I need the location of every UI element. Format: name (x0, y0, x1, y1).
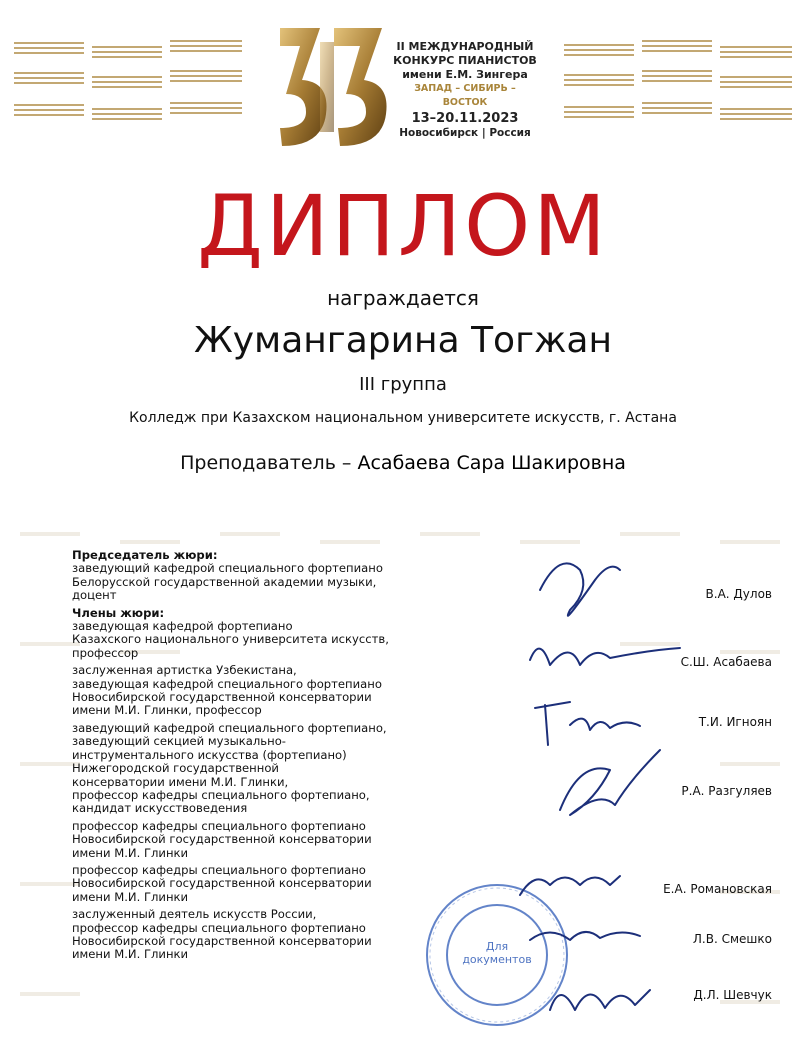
jury-text-line: Нижегородской государственной (72, 761, 279, 776)
right-stripe-ornament (564, 40, 792, 130)
jury-chair-heading: Председатель жюри: (72, 548, 218, 562)
signatures-graphic (500, 540, 700, 1040)
jury-text-line: профессор (72, 645, 139, 660)
jury-text-line: Казахского национального университета искусств, (72, 632, 389, 647)
stamp-text: Для документов (462, 940, 532, 966)
event-title-line2: КОНКУРС ПИАНИСТОВ (393, 54, 537, 67)
jury-member-description (72, 864, 452, 904)
jury-text-line: заведующий кафедрой специального фортепиано (72, 561, 383, 576)
jury-text-line: Новосибирской государственной консерватории (72, 832, 372, 847)
group-label: III группа (359, 374, 447, 395)
jury-text-line: профессор кафедры специального фортепиано, (72, 787, 370, 802)
jury-text-line: кандидат искусствоведения (72, 801, 248, 816)
jury-text-line: имени М.И. Глинки, профессор (72, 703, 262, 718)
event-dates: 13–20.11.2023 (411, 111, 519, 126)
left-stripe-ornament (14, 40, 242, 130)
event-route: ЗАПАД – СИБИРЬ – ВОСТОК (414, 83, 516, 108)
jury-text-line: Белорусской государственной академии музыки, (72, 574, 377, 589)
jury-text-line: Новосибирской государственной консерватории (72, 690, 372, 705)
jury-member-description (72, 722, 452, 816)
signatory-name: В.А. Дулов (705, 587, 772, 601)
zsv-logo-icon (272, 22, 390, 150)
jury-member-description (72, 620, 452, 660)
jury-text-line: профессор кафедры специального фортепиано (72, 818, 366, 833)
awarded-label: награждается (327, 286, 479, 310)
event-title-line3: имени Е.М. Зингера (402, 68, 528, 81)
teacher-label: Преподаватель – (180, 452, 358, 474)
jury-text-line: заслуженная артистка Узбекистана, (72, 663, 297, 678)
jury-members-heading: Члены жюри: (72, 605, 165, 620)
jury-text-line: заведующий кафедрой специального фортепиано, (72, 720, 387, 735)
signatory-name: Л.В. Смешко (692, 932, 772, 946)
jury-text-line: заведующий секцией музыкально- (72, 734, 286, 749)
signatory-name: Р.А. Разгуляев (681, 784, 772, 798)
jury-text-line: заслуженный деятель искусств России, (72, 907, 317, 922)
diploma-title: ДИПЛОМ (197, 177, 609, 275)
teacher-name: Асабаева Сара Шакировна (357, 452, 626, 474)
jury-member-description (72, 664, 452, 718)
jury-text-line: консерватории имени М.И. Глинки, (72, 774, 289, 789)
jury-text-line: инструментального искусства (фортепиано) (72, 747, 347, 762)
jury-text-line: заведующая кафедрой фортепиано (72, 619, 293, 634)
jury-text-line: доцент (72, 588, 117, 603)
signatory-name: Д.Л. Шевчук (693, 988, 772, 1002)
jury-text-line: Новосибирской государственной консерватории (72, 876, 372, 891)
jury-member-description (72, 820, 452, 860)
recipient-name: Жумангарина Тогжан (193, 320, 613, 361)
jury-text-line: профессор кафедры специального фортепиано (72, 920, 366, 935)
event-info (392, 40, 538, 140)
event-title-line1: II МЕЖДУНАРОДНЫЙ (396, 40, 534, 53)
signatory-name: Т.И. Игноян (698, 715, 772, 729)
signatory-name: С.Ш. Асабаева (680, 655, 772, 669)
event-city: Новосибирск | Россия (399, 127, 531, 139)
jury-member-description (72, 908, 452, 962)
jury-text-line: заведующая кафедрой специального фортепиано (72, 676, 382, 691)
jury-text-line: имени М.И. Глинки (72, 889, 189, 904)
signatory-name: Е.А. Романовская (663, 882, 772, 896)
jury-list (72, 549, 452, 964)
jury-text-line: Новосибирской государственной консерватории (72, 933, 372, 948)
teacher-line (0, 452, 806, 474)
jury-text-line: имени М.И. Глинки (72, 845, 189, 860)
jury-text-line: профессор кафедры специального фортепиано (72, 862, 366, 877)
jury-text-line: имени М.И. Глинки (72, 947, 189, 962)
jury-chair-description (72, 562, 452, 602)
institution-name: Колледж при Казахском национальном университете искусств, г. Астана (129, 410, 677, 426)
